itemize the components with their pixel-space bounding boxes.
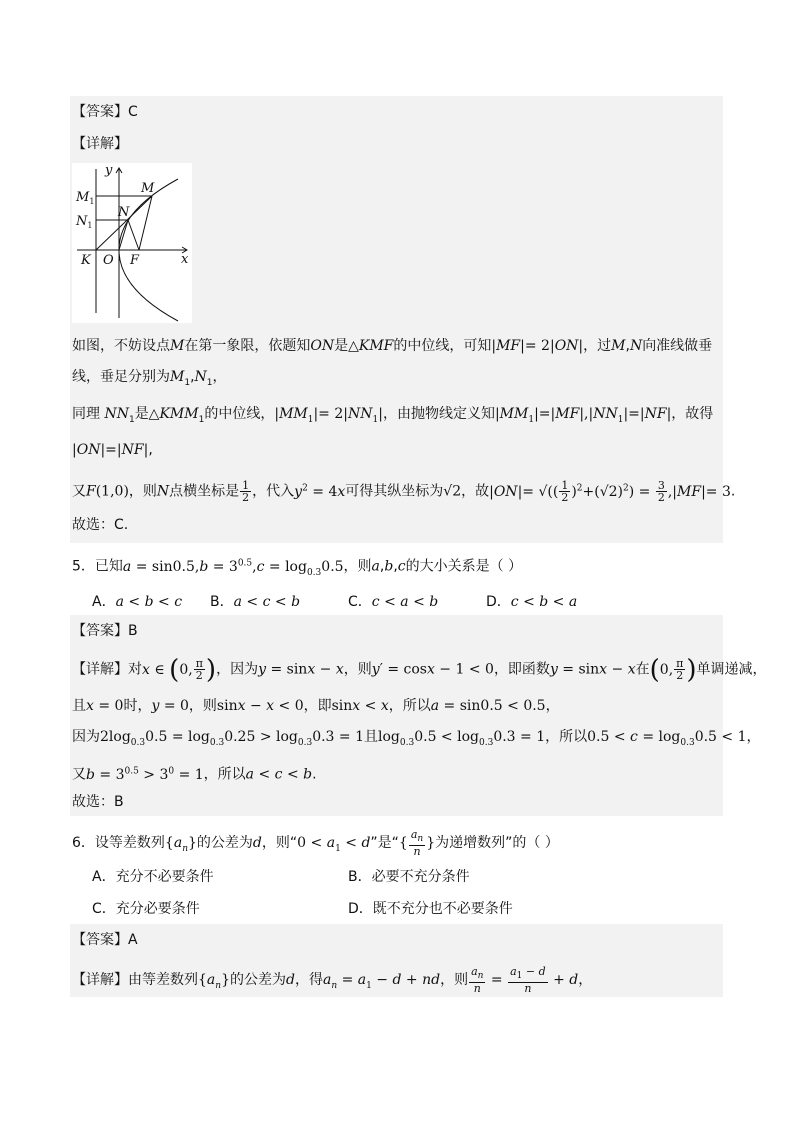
q4-detail-line-3: 同理 $NN_1$是$\triangle KMM_1$的中位线，$|MM_1|= 2|NN_1|$，由抛物线定义知$|MM_1|=|MF|,|NN_1|=|NF|$，故得	[72, 406, 714, 425]
q5-detail-line-2: 且x = 0时，y = 0，则sinx − x < 0，即sinx < x，所以a = sin0.5 < 0.5，	[72, 698, 560, 714]
figure-label-k: K	[81, 253, 91, 268]
q6-detail-line-1: 【详解】由等差数列$\{a_n\}$的公差为d，得$a_n = a_1 - d$ + nd，则 $\frac{a_n}{n}$ = $\frac{a_1 - d}{n}$ + d，	[72, 965, 593, 996]
q5-detail-line-1: 【详解】对x ∈ (0, $\frac{\pi}{2}$ )，因为y = sinx − x，则y′ = cosx − 1 < 0，即函数y = sinx − x在(0, $\frac{\pi}{2}$ )单调递减，	[72, 654, 767, 685]
q6-option-b[interactable]: B．必要不充分条件	[348, 869, 470, 885]
q4-detail-tag: 【详解】	[72, 136, 128, 152]
q4-answer: 【答案】C	[72, 104, 138, 120]
q5-detail-line-4: 又$b = 3^{0.5} > 3^0 = 1$，所以a < c < b.	[72, 766, 317, 783]
q6-stem: 6．设等差数列$\{a_n\}$的公差为d，则“$0 < a_1 < d$”是“{ $\frac{a_n}{n}$ }为递增数列”的（ ）	[72, 828, 559, 859]
q4-detail-line-4: |ON|=|NF|,	[72, 442, 153, 458]
figure-label-n: N	[118, 205, 130, 220]
q5-answer: 【答案】B	[72, 623, 138, 639]
q5-option-c[interactable]: C．c < a < b	[348, 594, 439, 610]
q4-detail-line-5: 又F(1,0)，则N点横坐标是 $\frac{1}{2}$ ，代入$y^2 = 4x$可得其纵坐标为√2，故|ON|= √(( $\frac{1}{2}$ )$^2+(√2)^2$) = $\frac{3}{2}$ ,|MF|= 3.	[72, 479, 736, 505]
figure-label-m: M	[141, 181, 155, 196]
figure-label-n1: $N_1$	[76, 214, 93, 230]
q5-option-b[interactable]: B．a < c < b	[210, 594, 301, 610]
q5-stem: 5．已知$a = \sin 0.5,b = 3^{0.5},c = \log_{0.3}0.5$，则a,b,c的大小关系是（ ）	[72, 558, 523, 578]
q5-choose: 故选：B	[72, 794, 124, 810]
figure-label-o: O	[103, 253, 114, 268]
q5-detail-line-3: 因为$2\log_{0.3}0.5 = \log_{0.3}0.25 > \log_{0.3}0.3 = 1$且$\log_{0.3}0.5 < \log_{0.3}0.3 = 1$，所以$0.5 < c = \log_{0.3}0.5 < 1$，	[72, 729, 761, 748]
q6-option-d[interactable]: D．既不充分也不必要条件	[348, 901, 513, 917]
q6-answer: 【答案】A	[72, 932, 138, 948]
q5-option-a[interactable]: A．a < b < c	[92, 594, 183, 610]
figure-label-y: y	[105, 163, 113, 178]
q4-choose: 故选：C.	[72, 517, 129, 533]
q6-option-a[interactable]: A．充分不必要条件	[92, 869, 214, 885]
figure-label-f: F	[130, 253, 140, 268]
q4-detail-line-1: 如图，不妨设点M在第一象限，依题知ON是△KMF的中位线，可知|MF|= 2|ON|，过M,N向准线做垂	[72, 338, 713, 354]
figure-label-m1: $M_1$	[76, 190, 95, 206]
q6-option-c[interactable]: C．充分必要条件	[92, 901, 200, 917]
parabola-figure	[72, 163, 192, 323]
q5-option-d[interactable]: D．c < b < a	[486, 594, 578, 610]
q4-detail-line-2: 线，垂足分别为$M_1,N_1$，	[72, 369, 227, 388]
figure-label-x: x	[181, 252, 189, 267]
